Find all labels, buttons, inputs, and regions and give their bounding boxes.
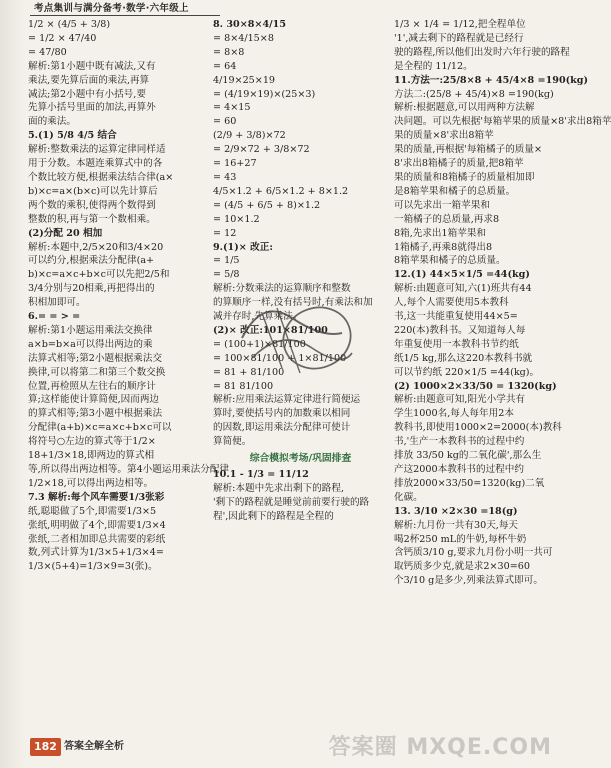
text-line: b)×c=a×(b×c)可以先计算后 bbox=[28, 185, 158, 197]
text-line: 减法;第2小题中有小括号,要 bbox=[28, 88, 146, 100]
text-line: 排放 33/50 kg的二氧化碳',那么生 bbox=[394, 450, 542, 462]
text-line: 一箱橘子的总质量,再求8 bbox=[394, 213, 500, 225]
text-line: b)×c=a×c+b×c可以先把2/5和 bbox=[28, 269, 170, 281]
text-line: 解析:第1小题中既有减法,又有 bbox=[28, 60, 156, 72]
page-number: 182 bbox=[30, 738, 61, 756]
text-line: 书,这一共能重复使用44×5= bbox=[394, 311, 518, 323]
text-line: 解析:整数乘法的运算定律同样适 bbox=[28, 144, 166, 156]
text-line: 取钙质多少克,就是求2×30=60 bbox=[394, 561, 530, 573]
text-line: 是8箱苹果和橘子的总质量。 bbox=[394, 185, 516, 197]
text-line: 是全程的 11/12。 bbox=[394, 60, 473, 72]
text-line: = 1/5 bbox=[213, 255, 240, 267]
text-line: 的算式相等;第3小题中根据乘法 bbox=[28, 408, 163, 420]
text-line: 纸,聪聪做了5个,即需要1/3×5 bbox=[28, 505, 157, 517]
text-line: 13. 3/10 ×2×30 =18(g) bbox=[394, 505, 518, 517]
text-line: 解析:本题中先求出剩下的路程, bbox=[213, 483, 345, 495]
text-line: 化碳。 bbox=[394, 491, 423, 503]
text-line: 解析:根据题意,可以用两种方法解 bbox=[394, 102, 535, 114]
text-line: = 5/8 bbox=[213, 269, 240, 281]
text-line: 换律,可以将第二和第三个数交换 bbox=[28, 366, 166, 378]
text-line: = 81 81/100 bbox=[213, 380, 274, 392]
text-line: 可以先求出一箱苹果和 bbox=[394, 199, 490, 211]
text-line: '剩下的路程就是睡觉前前要行驶的路 bbox=[213, 497, 370, 509]
text-line: 1/2 × (4/5 + 3/8) bbox=[28, 19, 111, 30]
text-line: 解析:分数乘法的运算顺序和整数 bbox=[213, 283, 351, 295]
text-line: 1/2×18,可以得出两边相等。 bbox=[28, 477, 154, 489]
text-line: = 12 bbox=[213, 227, 237, 239]
text-line: 1箱橘子,再乘8就得出8 bbox=[394, 241, 493, 253]
text-line: = 47/80 bbox=[28, 46, 67, 58]
text-line: 产这2000本教科书的过程中约 bbox=[394, 464, 524, 475]
text-line: 的算顺序一样,没有括号时,有乘法和加 bbox=[213, 297, 373, 309]
text-line: = (100+1)×81/100 bbox=[213, 338, 306, 350]
text-line: 算;这样能使计算简便,因而两边 bbox=[28, 394, 160, 406]
text-line: = 4×15 bbox=[213, 102, 251, 114]
text-line: 4/19×25×19 bbox=[213, 74, 276, 86]
text-line: 程',因此剩下的路程是全程的 bbox=[213, 511, 334, 523]
text-line: 年重复使用一本教科书节约纸 bbox=[394, 338, 519, 350]
text-line: 8箱苹果和橘子的总质量。 bbox=[394, 255, 506, 267]
text-line: 解析:第1小题运用乘法交换律 bbox=[28, 324, 153, 336]
text-line: 位置,再检照从左往右的顺序计 bbox=[28, 380, 156, 392]
right-column bbox=[394, 18, 611, 588]
text-line: (2) 1000×2×33/50 = 1320(kg) bbox=[394, 380, 557, 392]
text-line: 数,列式计算为1/3×5+1/3×4= bbox=[28, 547, 164, 559]
text-line: 12.(1) 44×5×1/5 =44(kg) bbox=[394, 269, 530, 281]
text-line: 可以约分,根据乘法分配律(a+ bbox=[28, 255, 155, 267]
page-fold-shadow bbox=[0, 0, 26, 768]
text-line: 张纸,二者相加即总共需要的彩纸 bbox=[28, 533, 166, 545]
text-line: = 81 + 81/100 bbox=[213, 366, 285, 378]
header-title: 考点集训与满分备考·数学·六年级上 bbox=[34, 3, 189, 14]
text-line: 决问题。可以先根据'每箱苹果的质量×8'求出8箱苹 bbox=[394, 116, 611, 128]
text-line: 个数比较方便,根据乘法结合律(a× bbox=[28, 171, 174, 183]
text-line: 两个数的乘积,使得两个数得到 bbox=[28, 199, 156, 211]
text-line: 7.3 解析:每个风车需要1/3张彩 bbox=[28, 491, 165, 503]
text-line: 算简便。 bbox=[213, 436, 252, 448]
site-watermark: 答案圈 MXQE.COM bbox=[328, 735, 552, 761]
text-line: 解析:九月份一共有30天,每天 bbox=[394, 519, 519, 531]
page-header bbox=[0, 0, 558, 18]
text-line: 喝2杯250 mL的牛奶,每杯牛奶 bbox=[394, 533, 527, 545]
text-line: 教科书,即使用1000×2=2000(本)教科 bbox=[394, 422, 562, 434]
text-line: = 8×4/15×8 bbox=[213, 32, 274, 44]
text-line: = 43 bbox=[213, 171, 237, 183]
text-line: '1',减去剩下的路程就是已经行 bbox=[394, 32, 524, 44]
text-line: 11.方法一:25/8×8 + 45/4×8 =190(kg) bbox=[394, 74, 589, 86]
text-line: 的因数,即运用乘法分配律可使计 bbox=[213, 422, 351, 434]
text-line: 3/4分别与20相乘,再把得出的 bbox=[28, 283, 155, 295]
text-line: 用于分数。本题连乘算式中的各 bbox=[28, 158, 163, 170]
footer-label: 答案全解全析 bbox=[63, 740, 124, 752]
text-line: = (4/5 + 6/5 + 8)×1.2 bbox=[213, 199, 321, 211]
text-line: 220(本)教科书。又知道每人每 bbox=[394, 324, 526, 336]
text-line: 将符号○左边的算式等于1/2× bbox=[28, 436, 156, 448]
text-line: 学生1000名,每人每年用2本 bbox=[394, 408, 514, 420]
text-line: 解析:由题意可知,六(1)班共有44 bbox=[394, 283, 532, 295]
text-line: 积相加即可。 bbox=[28, 297, 86, 309]
text-line: (2)× 改正:101×81/100 bbox=[213, 324, 328, 336]
middle-column bbox=[213, 18, 388, 524]
text-line: 果的质量,再根据'每箱橘子的质量× bbox=[394, 144, 543, 156]
header-rule bbox=[30, 15, 220, 16]
text-line: 书,'生产一本教科书的过程中约 bbox=[394, 436, 525, 448]
text-line: 算时,要使括号内的加数乘以相同 bbox=[213, 408, 351, 420]
text-line: = (4/19×19)×(25×3) bbox=[213, 88, 316, 100]
text-line: 先算小括号里面的加法,再算外 bbox=[28, 102, 156, 114]
text-line: 减并存时,先算乘法。 bbox=[213, 311, 303, 323]
section-heading: 综合模拟考场/巩固排查 bbox=[249, 453, 352, 465]
text-line: = 16+27 bbox=[213, 158, 257, 170]
text-line: 8. 30×8×4/15 bbox=[213, 19, 286, 30]
text-line: 可以节约纸 220×1/5 =44(kg)。 bbox=[394, 366, 540, 378]
text-line: 8箱,先求出1箱苹果和 bbox=[394, 227, 487, 239]
text-line: 6.= = > = bbox=[28, 311, 81, 323]
text-line: = 8×8 bbox=[213, 46, 245, 58]
text-line: 5.(1) 5/8 4/5 结合 bbox=[28, 130, 117, 142]
page-footer bbox=[30, 738, 124, 756]
text-line: 9.(1)× 改正: bbox=[213, 241, 273, 253]
text-line: 1/3 × 1/4 = 1/12,把全程单位 bbox=[394, 19, 526, 30]
text-line: 乘法,要先算后面的乘法,再算 bbox=[28, 74, 150, 86]
text-line: 法算式相等;第2小题根据乘法交 bbox=[28, 352, 163, 364]
text-line: 18+1/3×18,即两边的算式相 bbox=[28, 450, 155, 462]
text-line: 驶的路程,所以他们出发时六年行驶的路程 bbox=[394, 46, 570, 58]
text-line: 排放2000×33/50=1320(kg)二氧 bbox=[394, 477, 545, 489]
text-line: 面的乘法。 bbox=[28, 116, 76, 128]
text-line: = 2/9×72 + 3/8×72 bbox=[213, 144, 310, 156]
text-line: (2/9 + 3/8)×72 bbox=[213, 130, 286, 142]
text-line: 果的质量和8箱橘子的质量相加即 bbox=[394, 171, 535, 183]
text-line: 纸1/5 kg,那么这220本教科书就 bbox=[394, 352, 533, 364]
text-line: = 10×1.2 bbox=[213, 213, 260, 225]
text-line: 解析:由题意可知,阳光小学共有 bbox=[394, 394, 526, 406]
text-line: 10.1 - 1/3 = 11/12 bbox=[213, 469, 309, 481]
text-line: 等,所以得出两边相等。第4小题运用乘法分配律 bbox=[28, 464, 230, 475]
text-line: = 100×81/100 + 1×81/100 bbox=[213, 352, 347, 364]
text-line: 解析:应用乘法运算定律进行简便运 bbox=[213, 394, 361, 406]
text-line: a×b=b×a可以得出两边的乘 bbox=[28, 338, 153, 350]
text-line: = 1/2 × 47/40 bbox=[28, 32, 97, 44]
text-line: = 60 bbox=[213, 116, 237, 128]
text-line: 4/5×1.2 + 6/5×1.2 + 8×1.2 bbox=[213, 185, 349, 197]
text-line: 果的质量×8'求出8箱苹 bbox=[394, 130, 494, 142]
text-line: = 64 bbox=[213, 60, 237, 72]
text-line: 解析:本题中,2/5×20和3/4×20 bbox=[28, 241, 164, 253]
text-line: 个3/10 g是多少,列乘法算式即可。 bbox=[394, 575, 543, 587]
text-line: 含钙质3/10 g,要求九月份小明一共可 bbox=[394, 547, 553, 559]
ink-stamp-signature bbox=[222, 278, 362, 388]
text-line: 张纸,明明做了4个,即需要1/3×4 bbox=[28, 519, 166, 531]
text-line: 1/3×(5+4)=1/3×9=3(张)。 bbox=[28, 561, 158, 573]
text-line: 整数的积,再与第一个数相乘。 bbox=[28, 213, 156, 225]
text-line: 方法二:(25/8 + 45/4)×8 =190(kg) bbox=[394, 88, 554, 100]
text-line: 分配律(a+b)×c=a×c+b×c可以 bbox=[28, 422, 172, 434]
text-line: 人,每个人需要使用5本教科 bbox=[394, 297, 509, 309]
text-line: (2)分配 20 相加 bbox=[28, 227, 103, 239]
text-line: 8'求出8箱橘子的质量,把8箱苹 bbox=[394, 158, 524, 170]
